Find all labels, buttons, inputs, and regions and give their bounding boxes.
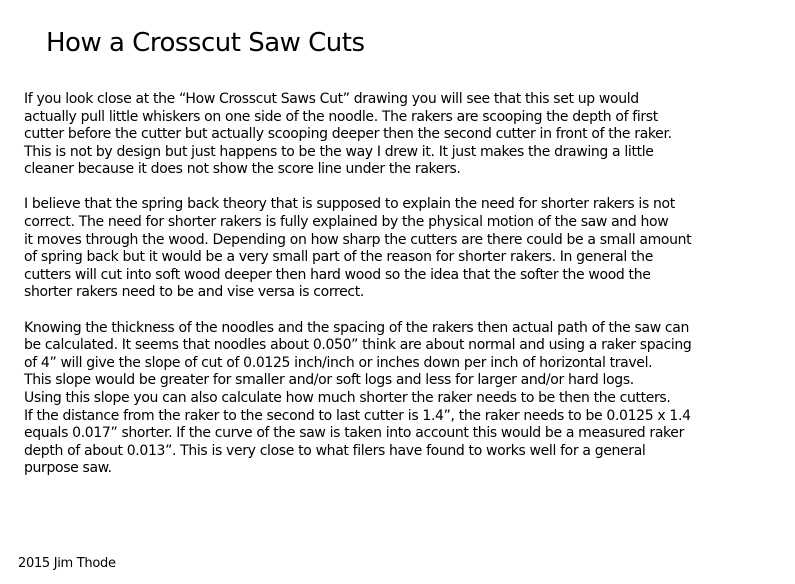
copyright-footer: 2015 Jim Thode: [18, 556, 116, 571]
paragraph: [24, 196, 784, 302]
text-line: be calculated. It seems that noodles about 0.050” think are about normal and using a raker spacing: [24, 337, 692, 354]
paragraph: [24, 320, 784, 478]
text-line: of spring back but it would be a very small part of the reason for shorter rakers. In general the: [24, 249, 653, 266]
article-body: [24, 91, 784, 495]
text-line: of 4” will give the slope of cut of 0.0125 inch/inch or inches down per inch of horizontal travel.: [24, 354, 653, 371]
text-line: Knowing the thickness of the noodles and the spacing of the rakers then actual path of the saw can: [24, 319, 690, 336]
text-line: actually pull little whiskers on one side of the noodle. The rakers are scooping the depth of first: [24, 108, 658, 125]
text-line: cleaner because it does not show the score line under the rakers.: [24, 161, 461, 178]
text-line: it moves through the wood. Depending on how sharp the cutters are there could be a small amount: [24, 231, 692, 248]
text-line: Using this slope you can also calculate how much shorter the raker needs to be then the cutters.: [24, 389, 671, 406]
text-line: cutter before the cutter but actually scooping deeper then the second cutter in front of the raker.: [24, 126, 672, 143]
text-line: This slope would be greater for smaller and/or soft logs and less for larger and/or hard logs.: [24, 372, 634, 389]
text-line: correct. The need for shorter rakers is fully explained by the physical motion of the saw and how: [24, 214, 669, 231]
text-line: If you look close at the “How Crosscut Saws Cut” drawing you will see that this set up would: [24, 91, 639, 107]
page-title: How a Crosscut Saw Cuts: [46, 28, 365, 58]
text-line: cutters will cut into soft wood deeper then hard wood so the idea that the softer the wood the: [24, 266, 651, 283]
text-line: equals 0.017” shorter. If the curve of the saw is taken into account this would be a measured raker: [24, 425, 684, 442]
text-line: shorter rakers need to be and vise versa is correct.: [24, 284, 364, 301]
text-line: If the distance from the raker to the second to last cutter is 1.4”, the raker needs to be 0.0125 x 1.4: [24, 407, 691, 424]
text-line: purpose saw.: [24, 460, 112, 477]
paragraph: [24, 91, 784, 179]
text-line: I believe that the spring back theory that is supposed to explain the need for shorter rakers is not: [24, 196, 675, 213]
text-line: This is not by design but just happens to be the way I drew it. It just makes the drawing a little: [24, 143, 654, 160]
text-line: depth of about 0.013”. This is very close to what filers have found to works well for a general: [24, 442, 646, 459]
